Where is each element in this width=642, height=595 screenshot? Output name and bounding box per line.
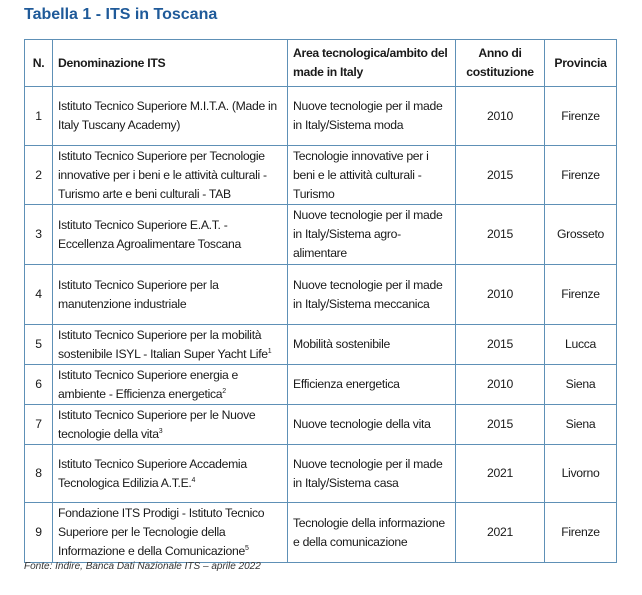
cell-area (288, 146, 456, 205)
cell-number-text: 7 (35, 417, 42, 431)
cell-name (53, 325, 288, 365)
cell-name-text: Istituto Tecnico Superiore Accademia Tecnologica Edilizia A.T.E. (58, 456, 247, 490)
cell-name-text: Istituto Tecnico Superiore per le Nuove tecnologie della vita (58, 407, 256, 441)
footnote-ref: 3 (158, 427, 163, 435)
cell-name-text: Istituto Tecnico Superiore per Tecnologie innovative per i beni e le attività culturali - Turismo arte e beni culturali - TAB (58, 148, 267, 201)
cell-province (545, 503, 617, 563)
cell-year (456, 445, 545, 503)
cell-province (545, 265, 617, 325)
cell-area (288, 205, 456, 265)
cell-year-text: 2015 (487, 227, 513, 241)
cell-year-text: 2010 (487, 108, 513, 123)
table-row (25, 445, 617, 503)
cell-name (53, 445, 288, 503)
cell-area-text: Nuove tecnologie della vita (293, 417, 431, 431)
cell-name (53, 87, 288, 146)
cell-province (545, 365, 617, 405)
cell-province-text: Firenze (561, 287, 600, 301)
cell-number-text: 2 (35, 167, 42, 182)
header-province: Provincia (545, 40, 617, 87)
cell-number (25, 405, 53, 445)
cell-area (288, 87, 456, 146)
header-row (25, 40, 617, 87)
cell-area-text: Nuove tecnologie per il made in Italy/Sistema casa (293, 456, 443, 490)
table-title: Tabella 1 - ITS in Toscana (24, 6, 218, 23)
cell-year (456, 205, 545, 265)
cell-name (53, 205, 288, 265)
cell-area-text: Tecnologie della informazione e della comunicazione (293, 515, 445, 549)
footnote-ref: 2 (222, 387, 226, 395)
cell-area-text: Mobilità sostenibile (293, 337, 390, 351)
table-row (25, 265, 617, 325)
header-n: N. (25, 40, 53, 87)
cell-year-text: 2021 (487, 466, 513, 480)
cell-year-text: 2015 (487, 167, 513, 182)
cell-number (25, 325, 53, 365)
cell-area-text: Nuove tecnologie per il made in Italy/Sistema agro-alimentare (293, 208, 443, 260)
cell-name (53, 265, 288, 325)
cell-province (545, 205, 617, 265)
cell-area-text: Nuove tecnologie per il made in Italy/Sistema meccanica (293, 277, 443, 311)
cell-number (25, 503, 53, 563)
source-note: Fonte: Indire, Banca Dati Nazionale ITS – aprile 2022 (24, 561, 261, 572)
cell-number-text: 1 (35, 108, 42, 123)
cell-name (53, 365, 288, 405)
cell-number-text: 5 (35, 337, 42, 351)
header-name: Denominazione ITS (53, 40, 288, 87)
cell-province (545, 325, 617, 365)
cell-number-text: 9 (35, 525, 42, 539)
cell-year (456, 325, 545, 365)
cell-year (456, 146, 545, 205)
cell-province (545, 405, 617, 445)
cell-name (53, 405, 288, 445)
footnote-ref: 4 (191, 476, 196, 484)
cell-number (25, 205, 53, 265)
cell-number (25, 146, 53, 205)
footnote-ref: 5 (244, 544, 249, 552)
cell-province-text: Livorno (561, 466, 600, 480)
cell-area (288, 325, 456, 365)
cell-name-text: Istituto Tecnico Superiore per la manutenzione industriale (58, 277, 219, 311)
cell-province-text: Grosseto (556, 227, 605, 241)
table-row (25, 87, 617, 146)
cell-number-text: 3 (35, 227, 42, 241)
cell-year (456, 365, 545, 405)
cell-province-text: Firenze (561, 167, 600, 182)
cell-area (288, 265, 456, 325)
cell-province (545, 445, 617, 503)
cell-name-text: Istituto Tecnico Superiore per la mobilità sostenibile ISYL - Italian Super Yacht Life (58, 327, 268, 361)
cell-province-text: Siena (565, 377, 596, 391)
footnote-ref: 1 (267, 347, 272, 355)
cell-area-text: Tecnologie innovative per i beni e le attività culturali - Turismo (293, 148, 429, 201)
cell-name-text: Istituto Tecnico Superiore M.I.T.A. (Made in Italy Tuscany Academy) (58, 99, 277, 132)
cell-area (288, 365, 456, 405)
cell-province-text: Siena (565, 417, 596, 431)
table-row (25, 325, 617, 365)
cell-year (456, 87, 545, 146)
cell-number (25, 365, 53, 405)
table-row (25, 503, 617, 563)
cell-number-text: 8 (35, 466, 42, 480)
cell-name-text: Istituto Tecnico Superiore E.A.T. - Eccellenza Agroalimentare Toscana (58, 217, 241, 251)
table-row (25, 205, 617, 265)
cell-name-text: Fondazione ITS Prodigi - Istituto Tecnico Superiore per le Tecnologie della Informazione e della Comunicazione (58, 506, 265, 558)
cell-name-text: Istituto Tecnico Superiore energia e ambiente - Efficienza energetica (58, 367, 239, 401)
cell-year (456, 503, 545, 563)
its-table (24, 39, 617, 563)
cell-area (288, 445, 456, 503)
cell-area-text: Nuove tecnologie per il made in Italy/Sistema moda (293, 99, 443, 132)
cell-year-text: 2021 (487, 525, 513, 539)
table-row (25, 365, 617, 405)
cell-number (25, 87, 53, 146)
cell-province-text: Lucca (564, 337, 597, 351)
cell-year (456, 405, 545, 445)
cell-number (25, 265, 53, 325)
cell-year (456, 265, 545, 325)
cell-year-text: 2015 (487, 417, 513, 431)
cell-province (545, 146, 617, 205)
cell-province-text: Firenze (561, 108, 600, 123)
cell-number-text: 4 (35, 287, 42, 301)
cell-province (545, 87, 617, 146)
cell-area (288, 503, 456, 563)
cell-area (288, 405, 456, 445)
cell-year-text: 2015 (487, 337, 513, 351)
cell-year-text: 2010 (487, 377, 513, 391)
cell-year-text: 2010 (487, 287, 513, 301)
cell-province-text: Firenze (561, 525, 600, 539)
cell-name (53, 146, 288, 205)
header-area: Area tecnologica/ambito del made in Italy (288, 40, 456, 87)
table-row (25, 405, 617, 445)
cell-number-text: 6 (35, 377, 42, 391)
table-row (25, 146, 617, 205)
cell-name (53, 503, 288, 563)
cell-number (25, 445, 53, 503)
header-year: Anno di costituzione (456, 40, 545, 87)
cell-area-text: Efficienza energetica (293, 377, 400, 391)
